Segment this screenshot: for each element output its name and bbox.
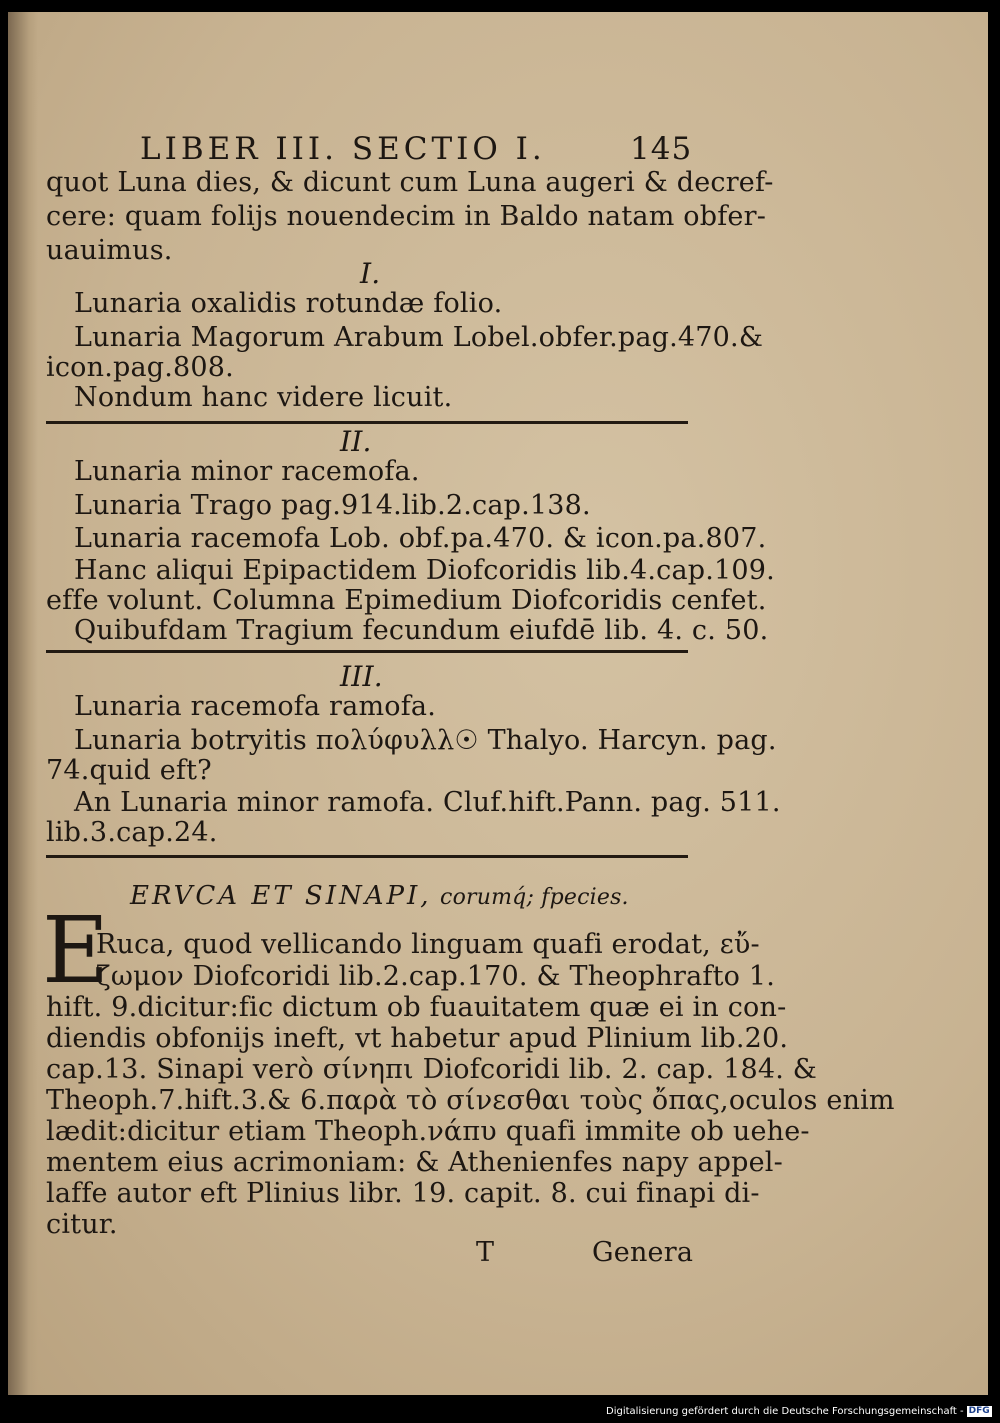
text-line: Nondum hanc videre licuit. xyxy=(74,382,453,413)
text-line: Theoph.7.hift.3.& 6.παρὰ τὸ σίνεσθαι τοὺς ὄπας,oculos enim xyxy=(46,1085,895,1116)
section-divider xyxy=(46,650,688,653)
section-numeral: III. xyxy=(340,660,383,693)
text-line: cap.13. Sinapi verò σίνηπι Diofcoridi lib. 2. cap. 184. & xyxy=(46,1054,818,1085)
text-line: Lunaria Trago pag.914.lib.2.cap.138. xyxy=(74,490,591,521)
text-line: ζωμον Diofcoridi lib.2.cap.170. & Theophrafto 1. xyxy=(96,961,776,992)
credit-text: Digitalisierung gefördert durch die Deutsche Forschungsgemeinschaft - xyxy=(606,1406,964,1417)
section-numeral: I. xyxy=(360,257,381,290)
text-line: Lunaria oxalidis rotundæ folio. xyxy=(74,288,503,319)
text-line: Hanc aliqui Epipactidem Diofcoridis lib.4.cap.109. xyxy=(74,555,775,586)
text-line: Lunaria racemofa Lob. obf.pa.470. & icon.pa.807. xyxy=(74,523,767,554)
section-heading xyxy=(130,881,629,913)
digitization-credit xyxy=(606,1404,996,1420)
text-line: icon.pag.808. xyxy=(46,352,234,383)
text-line: Quibufdam Tragium fecundum eiufdē lib. 4. c. 50. xyxy=(74,615,769,646)
text-line: hift. 9.dicitur:fic dictum ob fuauitatem quæ ei in con- xyxy=(46,992,787,1023)
text-line: lædit:dicitur etiam Theoph.νάπυ quafi immite ob uehe- xyxy=(46,1116,810,1147)
text-line: uauimus. xyxy=(46,235,173,266)
text-line: Lunaria racemofa ramofa. xyxy=(74,691,436,722)
section-heading-caps: ERVCA ET SINAPI, xyxy=(130,881,432,911)
text-line: Lunaria Magorum Arabum Lobel.obfer.pag.470.& xyxy=(74,322,764,353)
text-line: lib.3.cap.24. xyxy=(46,817,218,848)
text-line: quot Luna dies, & dicunt cum Luna augeri & decref- xyxy=(46,167,774,198)
section-heading-tail: corumq́; fpecies. xyxy=(440,885,629,910)
text-line: citur. xyxy=(46,1209,118,1240)
text-line: diendis obfonijs ineft, vt habetur apud Plinium lib.20. xyxy=(46,1023,789,1054)
text-line: 74.quid eft? xyxy=(46,755,212,786)
text-line: cere: quam folijs nouendecim in Baldo natam obfer- xyxy=(46,201,767,232)
running-title: LIBER III. SECTIO I. xyxy=(140,131,546,167)
section-divider xyxy=(46,421,688,424)
text-line: Lunaria botryitis πολύφυλλ☉ Thalyo. Harcyn. pag. xyxy=(74,725,777,756)
catchword: Genera xyxy=(592,1237,694,1268)
text-line: effe volunt. Columna Epimedium Diofcoridis cenfet. xyxy=(46,585,767,616)
page-gutter-shadow xyxy=(8,12,38,1395)
text-line: Lunaria minor racemofa. xyxy=(74,456,420,487)
text-line: mentem eius acrimoniam: & Athenienfes napy appel- xyxy=(46,1147,783,1178)
text-line: laffe autor eft Plinius libr. 19. capit. 8. cui finapi di- xyxy=(46,1178,760,1209)
page-number: 145 xyxy=(630,131,693,167)
signature-mark: T xyxy=(476,1237,495,1268)
text-line: Ruca, quod vellicando linguam quafi erodat, εὔ- xyxy=(96,929,760,960)
section-divider xyxy=(46,855,688,858)
text-line: An Lunaria minor ramofa. Cluf.hift.Pann. pag. 511. xyxy=(74,787,781,818)
drop-cap: E xyxy=(42,897,110,1004)
section-numeral: II. xyxy=(340,425,372,458)
dfg-logo: DFG xyxy=(968,1405,990,1416)
